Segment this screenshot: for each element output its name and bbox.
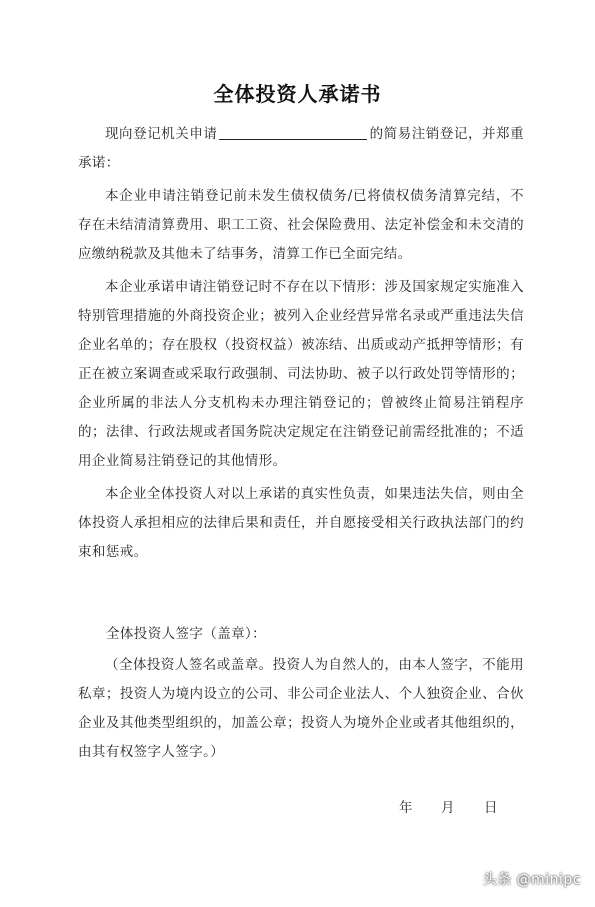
- signature-label: 全体投资人签字（盖章）：: [106, 626, 267, 642]
- date-day-label: 日: [484, 800, 498, 816]
- date-year-label: 年: [399, 800, 413, 816]
- date-month-label: 月: [441, 800, 455, 816]
- document-body: [78, 120, 524, 571]
- commitment-paragraph-1: 本企业申请注销登记前未发生债权债务/已将债权债务清算完结，不存在未结清清算费用、职工工资、社会保险费用、法定补偿金和未交清的应缴纳税款及其他未了结事务，清算工作已全面完结。: [78, 188, 524, 262]
- watermark: 头条 @minipc: [482, 872, 581, 888]
- company-name-blank[interactable]: [219, 123, 367, 140]
- intro-text-after: 的简易注销登记，并郑重承诺：: [78, 126, 524, 171]
- intro-paragraph: [78, 120, 524, 178]
- signature-note: （全体投资人签名或盖章。投资人为自然人的，由本人签字，不能用私章；投资人为境内设立的公司、非公司企业法人、个人独资企业、合伙企业及其他类型组织的，加盖公章；投资人为境外企业或者其他组织的，由其有权签字人签字。）: [78, 657, 524, 760]
- commitment-paragraph-2: 本企业承诺申请注销登记时不存在以下情形：涉及国家规定实施准入特别管理措施的外商投资企业；被列入企业经营异常名录或严重违法失信企业名单的；存在股权（投资权益）被冻结、出质或动产抵押等情形；有正在被立案调查或采取行政强制、司法协助、被子以行政处罚等情形的；企业所属的非法人分支机构未办理注销登记的；曾被终止简易注销程序的；法律、行政法规或者国务院决定规定在注销登记前需经批准的；不适用企业简易注销登记的其他情形。: [78, 279, 524, 469]
- intro-text-before: 现向登记机关申请: [105, 126, 218, 142]
- commitment-paragraph-3: 本企业全体投资人对以上承诺的真实性负责，如果违法失信，则由全体投资人承担相应的法律后果和责任，并自愿接受相关行政执法部门的约束和惩戒。: [78, 486, 524, 560]
- document-title: 全体投资人承诺书: [213, 82, 382, 106]
